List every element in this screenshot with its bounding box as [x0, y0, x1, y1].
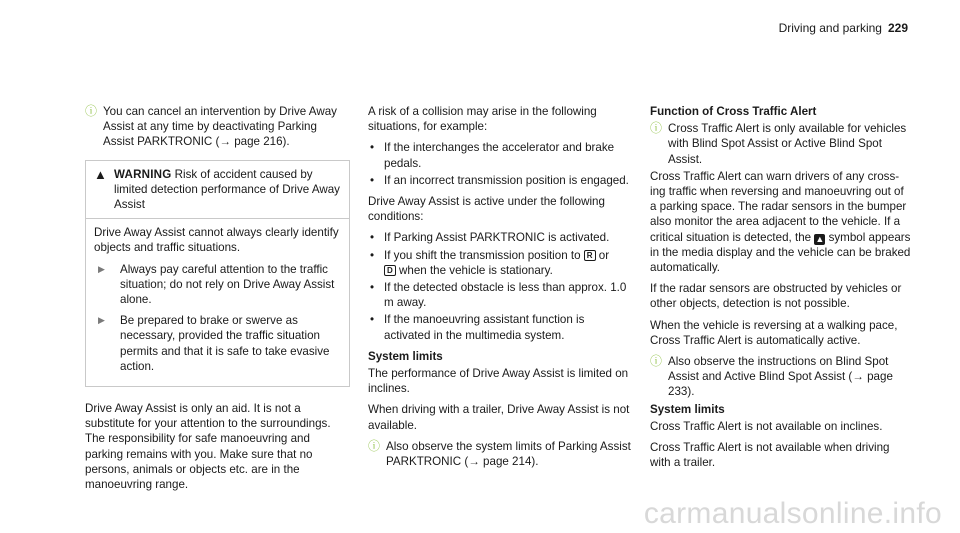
- column-1: [85, 104, 350, 498]
- note-text: Cross Traffic Alert is only available for vehicles with Blind Spot Assist or Active Blind Spot Assist.: [668, 122, 907, 166]
- body-paragraph: When driving with a trailer, Drive Away Assist is not available.: [368, 403, 630, 432]
- body-paragraph: The performance of Drive Away Assist is limited on inclines.: [368, 367, 629, 396]
- list-item-text: If the detected obstacle is less than approx. 1.0 m away.: [384, 281, 627, 310]
- list-item: • If Parking Assist PARKTRONIC is activated.: [370, 231, 610, 245]
- warning-body: [86, 219, 349, 386]
- page-header: [779, 21, 908, 36]
- list-item: • If you shift the transmission position to R or D when the vehicle is stationary.: [370, 248, 610, 277]
- list-item: • If an incorrect transmission position is engaged.: [370, 173, 629, 187]
- warning-title: Risk of accident caused by limited detection performance of Drive Away Assist: [114, 167, 340, 212]
- body-paragraph: Cross Traffic Alert can warn drivers of any cross-ing traffic when reversing and manoeuvring out of a parking space. The radar sensors in the bumper also monitor the area adjacent to the vehicle. If a critical situation is detected, the ▲ symbol appears in the media display and the vehicle can be braked automatically.: [650, 169, 911, 275]
- section-heading: System limits: [368, 349, 443, 363]
- list-item-text: If an incorrect transmission position is engaged.: [384, 173, 629, 187]
- info-icon: ⓘ: [650, 354, 663, 369]
- note-text: You can cancel an intervention by Drive Away Assist at any time by deactivating Parking Assist PARKTRONIC (→ page 216).: [103, 105, 337, 149]
- gear-d-key-icon: D: [384, 265, 396, 276]
- warning-heading: [114, 167, 341, 213]
- bullet-list: [368, 140, 633, 188]
- section-heading: Function of Cross Traffic Alert: [650, 105, 817, 118]
- section-heading: System limits: [650, 402, 725, 416]
- step-arrow-icon: ▶: [98, 263, 105, 274]
- gear-r-key-icon: R: [584, 250, 596, 261]
- warning-triangle-icon: ▲: [94, 166, 107, 182]
- info-icon: ⓘ: [85, 104, 98, 118]
- list-item: • If the manoeuvring assistant function is activated in the multimedia system.: [368, 312, 633, 342]
- step-text: Be prepared to brake or swerve as necessary, provided the traffic situation permits and that it is safe to take evasive action.: [120, 314, 330, 373]
- body-paragraph: Drive Away Assist is only an aid. It is not a substitute for your attention to the surroundings. The responsibility for safe manoeuvring and parking remains with you. Make sure that no persons, animals or objects etc. are in the manoeuvring range.: [85, 402, 331, 492]
- cross-traffic-symbol-icon: ▲: [815, 233, 825, 244]
- body-paragraph: When the vehicle is reversing at a walking pace, Cross Traffic Alert is automatically active.: [650, 318, 898, 347]
- warning-step: [94, 262, 341, 308]
- list-item-text: If Parking Assist PARKTRONIC is activated.: [384, 231, 610, 245]
- body-paragraph: Cross Traffic Alert is not available when driving with a trailer.: [650, 441, 890, 470]
- note: [650, 354, 912, 400]
- note: [650, 121, 912, 167]
- note-text: Also observe the system limits of Parking Assist PARKTRONIC (→ page 214).: [386, 439, 631, 469]
- step-arrow-icon: ▶: [98, 315, 105, 326]
- list-item: • If the interchanges the accelerator and brake pedals.: [368, 140, 633, 170]
- intro-paragraph: A risk of a collision may arise in the following situations, for example:: [368, 105, 597, 134]
- conditions-list: [368, 230, 633, 342]
- list-item-text: If the manoeuvring assistant function is activated in the multimedia system.: [384, 313, 585, 342]
- list-item: • If the detected obstacle is less than approx. 1.0 m away.: [368, 280, 633, 310]
- page-title: Driving and parking: [778, 21, 882, 35]
- column-3: [650, 104, 912, 476]
- info-icon: ⓘ: [368, 438, 381, 453]
- warning-box: [85, 160, 350, 387]
- warning-label: WARNING: [114, 167, 172, 181]
- watermark: carmanualsonline.info: [643, 496, 942, 530]
- body-paragraph: If the radar sensors are obstructed by vehicles or other objects, detection is not possible.: [650, 282, 902, 311]
- page-number: 229: [887, 21, 908, 35]
- warning-step: [94, 313, 341, 374]
- warning-header: [86, 161, 349, 220]
- list-item-text: If you shift the transmission position to R or D when the vehicle is stationary.: [384, 248, 610, 277]
- note: [368, 439, 633, 469]
- column-2: [368, 104, 633, 479]
- list-item-text: If the interchanges the accelerator and brake pedals.: [384, 141, 615, 170]
- warning-text: Drive Away Assist cannot always clearly identify objects and traffic situations.: [94, 226, 339, 255]
- note: [85, 104, 350, 150]
- conditions-intro: Drive Away Assist is active under the following conditions:: [368, 195, 605, 224]
- step-text: Always pay careful attention to the traffic situation; do not rely on Drive Away Assist alone.: [120, 262, 335, 307]
- note-text: Also observe the instructions on Blind Spot Assist and Active Blind Spot Assist (→ page 233).: [668, 355, 893, 399]
- body-paragraph: Cross Traffic Alert is not available on inclines.: [650, 419, 883, 433]
- info-icon: ⓘ: [650, 121, 663, 136]
